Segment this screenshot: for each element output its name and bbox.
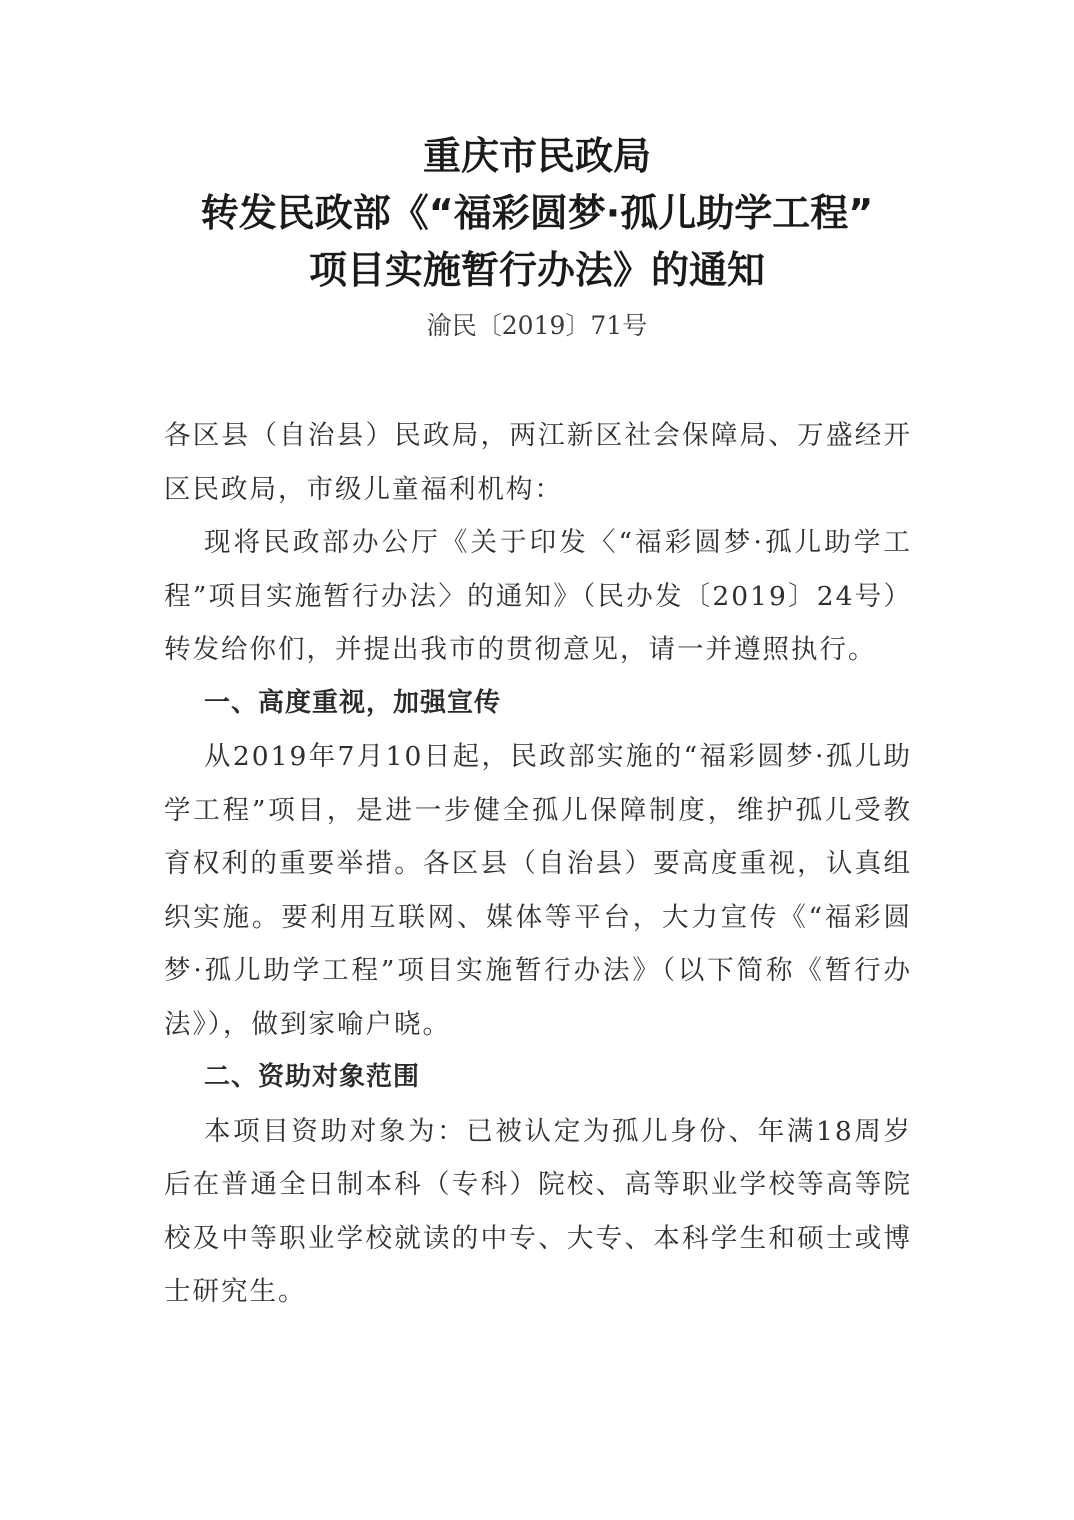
intro-paragraph: 现将民政部办公厅《关于印发〈“福彩圆梦·孤儿助学工程”项目实施暂行办法〉的通知》（民办发〔2019〕24号）转发给你们，并提出我市的贯彻意见，请一并遵照执行。: [164, 527, 912, 665]
section-1-heading: 一、高度重视，加强宣传: [204, 687, 502, 718]
title-line-3: 项目实施暂行办法》的通知: [308, 248, 765, 292]
section-2-heading: 二、资助对象范围: [204, 1062, 421, 1092]
title-line-1: 重庆市民政局: [422, 134, 651, 178]
section-1-paragraph: 从2019年7月10日起，民政部实施的“福彩圆梦·孤儿助学工程”项目，是进一步健全孤儿保障制度，维护孤儿受教育权利的重要举措。各区县（自治县）要高度重视，认真组织实施。要利用互联网、媒体等平台，大力宣传《“福彩圆梦·孤儿助学工程”项目实施暂行办法》（以下简称《暂行办法》），做到家喻户晓。: [164, 741, 912, 1040]
document-body: [164, 409, 912, 1319]
document-title: [0, 128, 1074, 299]
document-number: 渝民〔2019〕71号: [426, 311, 648, 340]
addressee-paragraph: 各区县（自治县）民政局，两江新区社会保障局、万盛经开区民政局，市级儿童福利机构：: [164, 420, 912, 505]
title-line-2: 转发民政部《“福彩圆梦·孤儿助学工程”: [200, 191, 874, 235]
section-2-paragraph: 本项目资助对象为：已被认定为孤儿身份、年满18周岁后在普通全日制本科（专科）院校、高等职业学校等高等院校及中等职业学校就读的中专、大专、本科学生和硕士或博士研究生。: [164, 1115, 912, 1307]
